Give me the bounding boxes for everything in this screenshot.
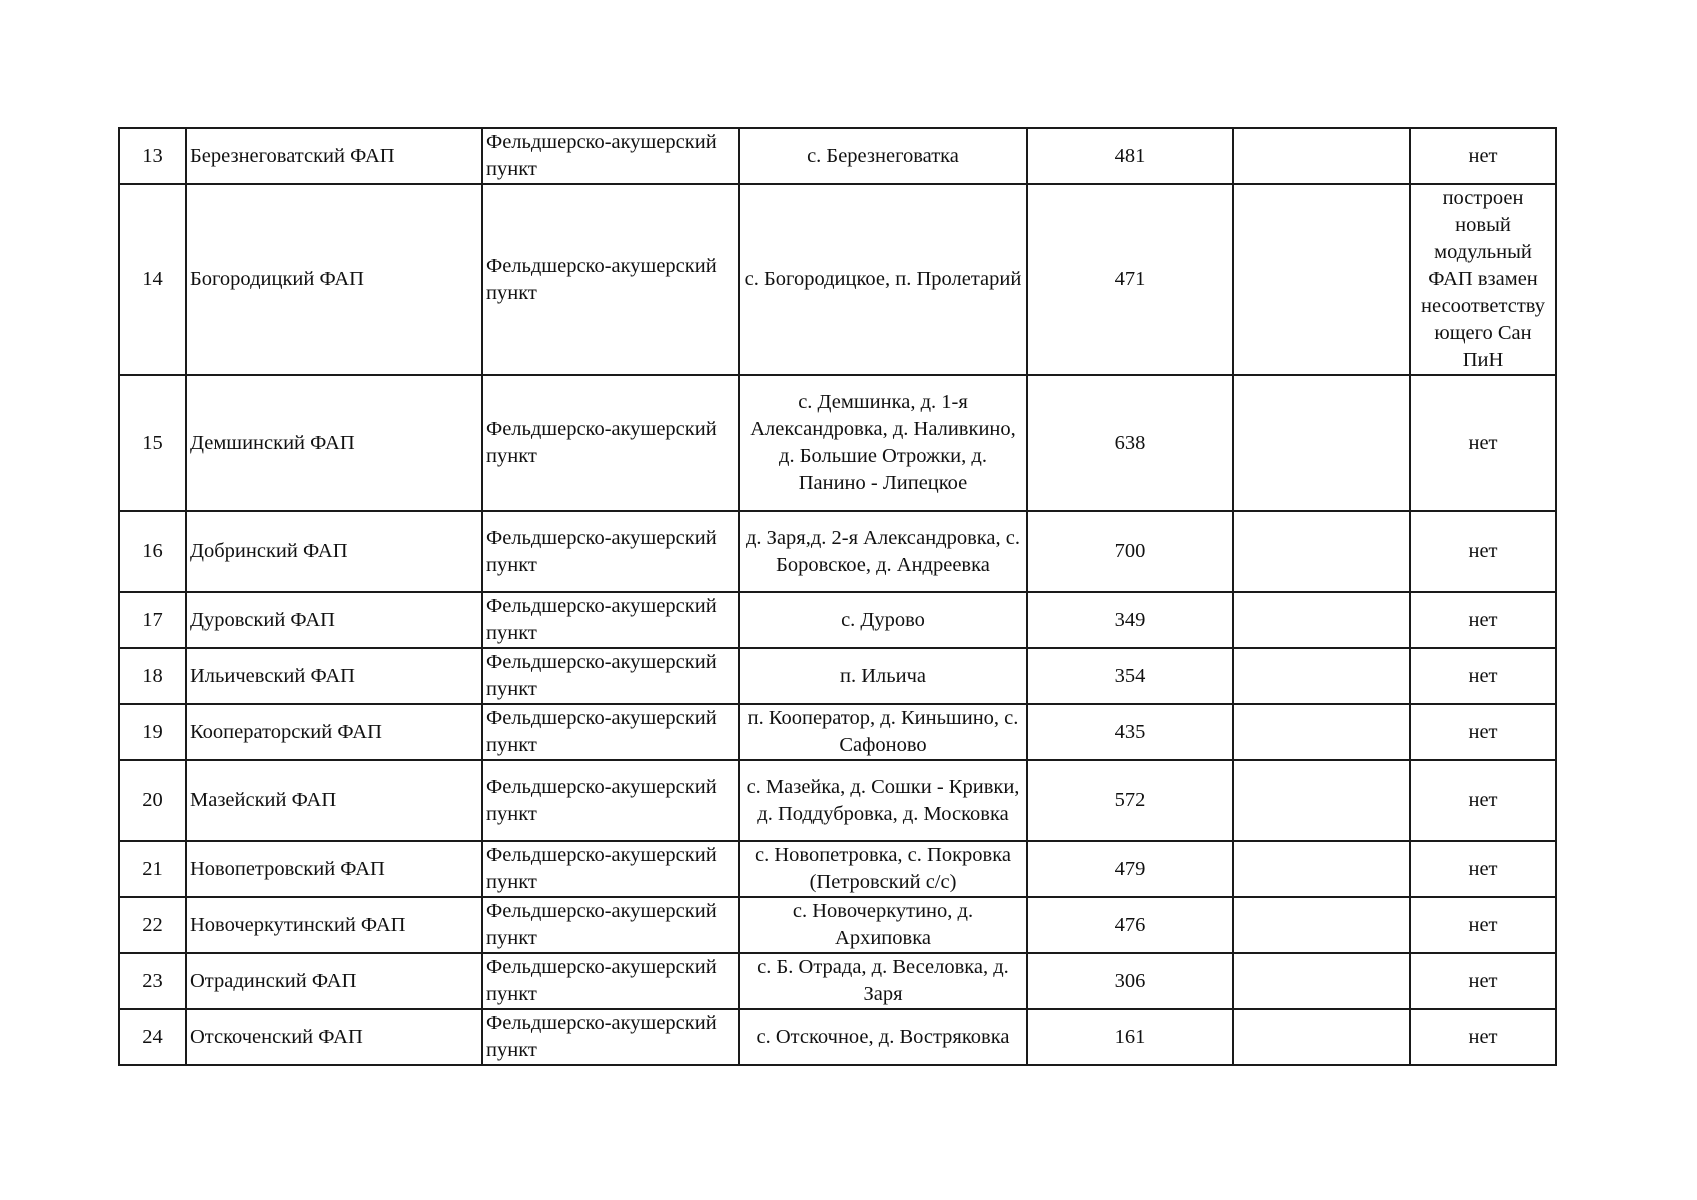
population-served: 700 <box>1027 511 1233 592</box>
row-number: 15 <box>119 375 186 511</box>
row-number: 16 <box>119 511 186 592</box>
row-number: 21 <box>119 841 186 897</box>
facility-location: п. Кооператор, д. Киньшино, с. Сафоново <box>739 704 1027 760</box>
empty-cell <box>1233 841 1410 897</box>
facility-name: Ильичевский ФАП <box>186 648 482 704</box>
table-row <box>119 592 1556 648</box>
table-row <box>119 760 1556 841</box>
facility-location: п. Ильича <box>739 648 1027 704</box>
facility-type: Фельдшерско-акушерский пункт <box>482 897 739 953</box>
population-served: 471 <box>1027 184 1233 375</box>
facility-type: Фельдшерско-акушерский пункт <box>482 184 739 375</box>
facility-type: Фельдшерско-акушерский пункт <box>482 704 739 760</box>
population-served: 354 <box>1027 648 1233 704</box>
facility-location: с. Богородицкое, п. Пролетарий <box>739 184 1027 375</box>
note-cell: нет <box>1410 841 1556 897</box>
row-number: 22 <box>119 897 186 953</box>
facility-name: Добринский ФАП <box>186 511 482 592</box>
note-cell: нет <box>1410 704 1556 760</box>
facility-type: Фельдшерско-акушерский пункт <box>482 841 739 897</box>
facility-name: Новопетровский ФАП <box>186 841 482 897</box>
row-number: 17 <box>119 592 186 648</box>
facility-type: Фельдшерско-акушерский пункт <box>482 760 739 841</box>
table-row <box>119 648 1556 704</box>
row-number: 18 <box>119 648 186 704</box>
empty-cell <box>1233 511 1410 592</box>
row-number: 13 <box>119 128 186 184</box>
row-number: 24 <box>119 1009 186 1065</box>
population-served: 572 <box>1027 760 1233 841</box>
note-cell: нет <box>1410 953 1556 1009</box>
facility-location: с. Мазейка, д. Сошки - Кривки, д. Поддубровка, д. Московка <box>739 760 1027 841</box>
row-number: 20 <box>119 760 186 841</box>
empty-cell <box>1233 592 1410 648</box>
facility-name: Демшинский ФАП <box>186 375 482 511</box>
facility-name: Дуровский ФАП <box>186 592 482 648</box>
note-cell: нет <box>1410 128 1556 184</box>
facility-type: Фельдшерско-акушерский пункт <box>482 375 739 511</box>
empty-cell <box>1233 184 1410 375</box>
population-served: 479 <box>1027 841 1233 897</box>
note-cell: нет <box>1410 511 1556 592</box>
population-served: 435 <box>1027 704 1233 760</box>
note-cell: нет <box>1410 897 1556 953</box>
empty-cell <box>1233 375 1410 511</box>
population-served: 306 <box>1027 953 1233 1009</box>
facility-name: Кооператорский ФАП <box>186 704 482 760</box>
facility-type: Фельдшерско-акушерский пункт <box>482 953 739 1009</box>
population-served: 161 <box>1027 1009 1233 1065</box>
facility-location: с. Отскочное, д. Востряковка <box>739 1009 1027 1065</box>
facility-type: Фельдшерско-акушерский пункт <box>482 128 739 184</box>
population-served: 476 <box>1027 897 1233 953</box>
note-cell: нет <box>1410 648 1556 704</box>
note-cell: нет <box>1410 760 1556 841</box>
facility-location: с. Демшинка, д. 1-я Александровка, д. Наливкино, д. Большие Отрожки, д. Панино - Липецкое <box>739 375 1027 511</box>
empty-cell <box>1233 128 1410 184</box>
note-cell: построен новый модульный ФАП взамен несоответству ющего Сан ПиН <box>1410 184 1556 375</box>
row-number: 23 <box>119 953 186 1009</box>
empty-cell <box>1233 760 1410 841</box>
facility-location: с. Б. Отрада, д. Веселовка, д. Заря <box>739 953 1027 1009</box>
table-row <box>119 841 1556 897</box>
facility-type: Фельдшерско-акушерский пункт <box>482 592 739 648</box>
facility-location: с. Новочеркутино, д. Архиповка <box>739 897 1027 953</box>
population-served: 349 <box>1027 592 1233 648</box>
empty-cell <box>1233 704 1410 760</box>
table-row <box>119 511 1556 592</box>
facility-type: Фельдшерско-акушерский пункт <box>482 511 739 592</box>
table-row <box>119 1009 1556 1065</box>
empty-cell <box>1233 953 1410 1009</box>
empty-cell <box>1233 897 1410 953</box>
facility-name: Новочеркутинский ФАП <box>186 897 482 953</box>
table-row <box>119 897 1556 953</box>
facility-name: Мазейский ФАП <box>186 760 482 841</box>
facility-location: с. Новопетровка, с. Покровка (Петровский с/с) <box>739 841 1027 897</box>
table-row <box>119 704 1556 760</box>
facility-name: Отрадинский ФАП <box>186 953 482 1009</box>
row-number: 19 <box>119 704 186 760</box>
empty-cell <box>1233 1009 1410 1065</box>
table-row <box>119 953 1556 1009</box>
table-row <box>119 184 1556 375</box>
fap-registry-table <box>118 127 1557 1066</box>
facility-location: д. Заря,д. 2-я Александровка, с. Боровское, д. Андреевка <box>739 511 1027 592</box>
row-number: 14 <box>119 184 186 375</box>
facility-type: Фельдшерско-акушерский пункт <box>482 1009 739 1065</box>
facility-location: с. Березнеговатка <box>739 128 1027 184</box>
note-cell: нет <box>1410 592 1556 648</box>
table-row <box>119 128 1556 184</box>
table-row <box>119 375 1556 511</box>
population-served: 481 <box>1027 128 1233 184</box>
population-served: 638 <box>1027 375 1233 511</box>
facility-name: Богородицкий ФАП <box>186 184 482 375</box>
facility-name: Березнеговатский ФАП <box>186 128 482 184</box>
empty-cell <box>1233 648 1410 704</box>
facility-location: с. Дурово <box>739 592 1027 648</box>
table-body <box>119 128 1556 1065</box>
facility-type: Фельдшерско-акушерский пункт <box>482 648 739 704</box>
facility-name: Отскоченский ФАП <box>186 1009 482 1065</box>
note-cell: нет <box>1410 375 1556 511</box>
note-cell: нет <box>1410 1009 1556 1065</box>
